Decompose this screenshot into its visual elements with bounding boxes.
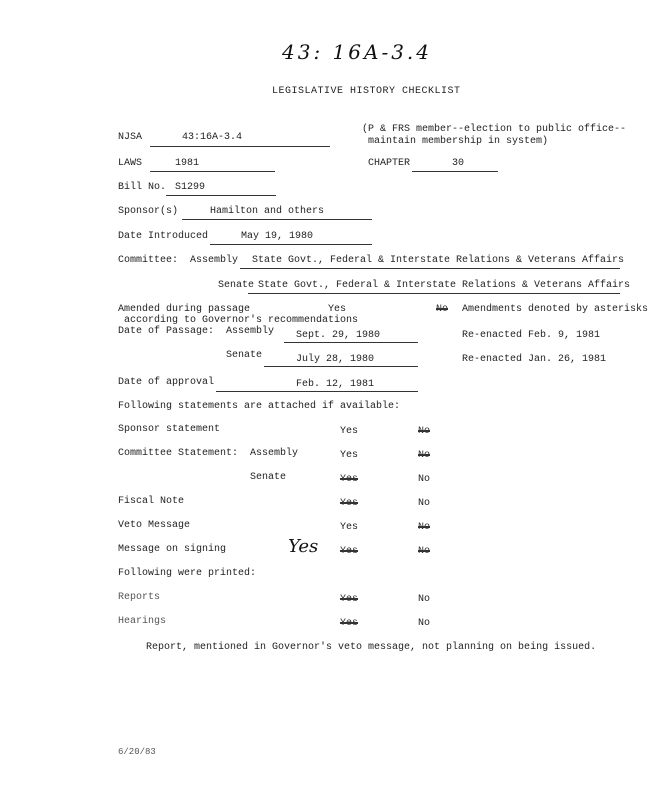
committee-assembly-label: Assembly [190,255,239,266]
passage-senate-label: Senate [226,350,263,361]
amended-sub-note: according to Governor's recommendations [124,315,359,326]
hearings-label: Hearings [118,616,167,627]
laws-value: 1981 [175,158,200,169]
reenacted-2: Re-enacted Jan. 26, 1981 [462,354,607,365]
statements-heading: Following statements are attached if available: [118,401,401,412]
date-introduced-label: Date Introduced [118,231,209,242]
reenacted-1: Re-enacted Feb. 9, 1981 [462,330,601,341]
signing-handwritten-yes: Yes [288,536,319,557]
signing-message-no: No [418,546,431,557]
amended-yes: Yes [328,304,347,315]
amended-no: No [436,304,449,315]
njsa-label: NJSA [118,132,143,143]
passage-assembly-label: Assembly [226,326,275,337]
approval-label: Date of approval [118,377,215,388]
bill-underline [166,195,276,196]
committee-statement-label: Committee Statement: [118,448,239,459]
approval-underline [216,391,418,392]
signing-message-yes: Yes [340,546,359,557]
printed-heading: Following were printed: [118,568,257,579]
passage-assembly-value: Sept. 29, 1980 [296,330,381,341]
committee-statement-assembly-label: Assembly [250,448,299,459]
chapter-label: CHAPTER [368,158,411,169]
veto-message-label: Veto Message [118,520,191,531]
sponsor-statement-no: No [418,426,431,437]
approval-value: Feb. 12, 1981 [296,379,375,390]
committee-statement-senate-yes: Yes [340,474,359,485]
footer-note: Report, mentioned in Governor's veto message, not planning on being issued. [146,642,597,653]
fiscal-note-yes: Yes [340,498,359,509]
committee-statement-assembly-yes: Yes [340,450,359,461]
handwritten-reference: 43: 16A-3.4 [282,40,433,64]
passage-senate-underline [264,366,418,367]
passage-label: Date of Passage: [118,326,215,337]
fiscal-note-label: Fiscal Note [118,496,185,507]
date-introduced-value: May 19, 1980 [241,231,314,242]
committee-statement-assembly-no: No [418,450,431,461]
reports-yes: Yes [340,594,359,605]
date-introduced-underline [210,244,372,245]
committee-senate-underline [248,293,620,294]
veto-message-yes: Yes [340,522,359,533]
signing-message-label: Message on signing [118,544,227,555]
page-code: 6/20/83 [118,747,156,757]
passage-assembly-underline [284,342,418,343]
committee-assembly-value: State Govt., Federal & Interstate Relations & Veterans Affairs [252,255,625,266]
committee-assembly-underline [240,268,620,269]
committee-statement-senate-no: No [418,474,431,485]
bill-label: Bill No. [118,182,167,193]
sponsors-value: Hamilton and others [210,206,325,217]
chapter-underline [412,171,498,172]
laws-label: LAWS [118,158,143,169]
njsa-underline [150,146,330,147]
amendments-note: Amendments denoted by asterisks [462,304,648,315]
hearings-yes: Yes [340,618,359,629]
njsa-value: 43:16A-3.4 [182,132,243,143]
sponsors-underline [182,219,372,220]
hearings-no: No [418,618,431,629]
committee-label: Committee: [118,255,179,266]
reports-no: No [418,594,431,605]
sponsor-statement-label: Sponsor statement [118,424,221,435]
committee-senate-label: Senate [218,280,255,291]
reports-label: Reports [118,592,161,603]
bill-value: S1299 [175,182,206,193]
page-title: LEGISLATIVE HISTORY CHECKLIST [272,86,461,97]
sponsor-statement-yes: Yes [340,426,359,437]
chapter-value: 30 [452,158,465,169]
fiscal-note-no: No [418,498,431,509]
subject-note-line1: (P & FRS member--election to public office-- [362,124,627,135]
committee-statement-senate-label: Senate [250,472,287,483]
committee-senate-value: State Govt., Federal & Interstate Relations & Veterans Affairs [258,280,631,291]
veto-message-no: No [418,522,431,533]
amended-label: Amended during passage [118,304,251,315]
laws-underline [150,171,275,172]
passage-senate-value: July 28, 1980 [296,354,375,365]
sponsors-label: Sponsor(s) [118,206,179,217]
subject-note-line2: maintain membership in system) [368,136,549,147]
